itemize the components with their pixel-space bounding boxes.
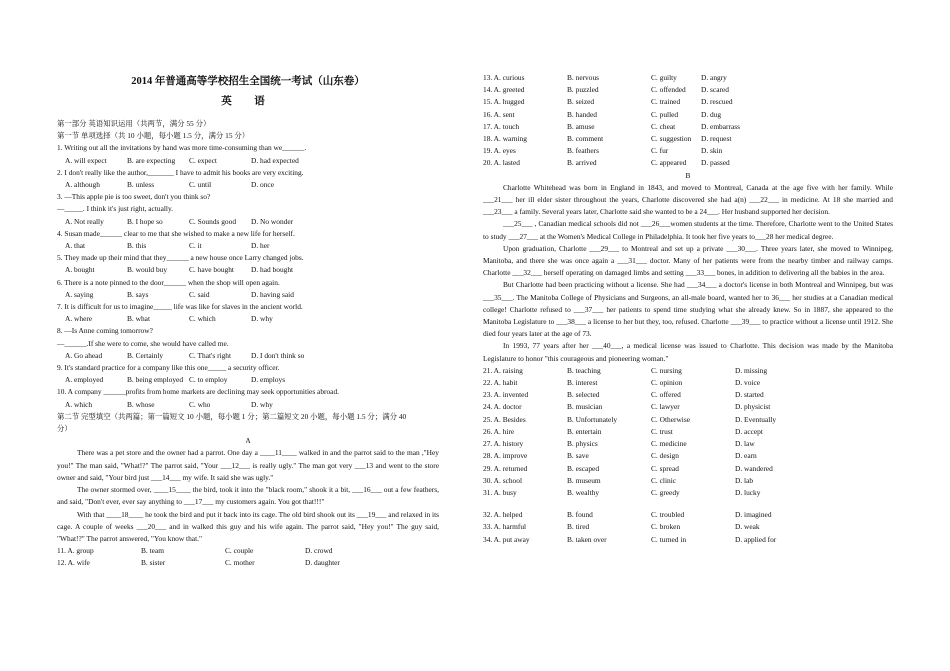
choice-option: C. guilty: [651, 73, 677, 82]
choice-option: B. handed: [567, 109, 597, 119]
question-stem: 5. They made up their mind that they______ a new house once Larry changed jobs.: [57, 253, 304, 263]
option: B. this: [127, 241, 147, 251]
option: C. have bought: [189, 265, 234, 275]
option: A. that: [65, 241, 86, 251]
paragraph: There was a pet store and the owner had a parrot. One day a ____11____ walked in and the parrot said to the man ,"Hey you!" The man said, "What!?" The parrot said, "Your ___12___ is really ugly." The man got very ___13 and went to the store owner and said, "Your bird just ___14___ my wife. It said she was ugly.": [57, 448, 439, 482]
choice-option: D. crowd: [305, 546, 333, 556]
option: C. it: [189, 241, 202, 251]
choice-option: D. applied for: [735, 534, 777, 544]
right-column: [483, 72, 893, 546]
option: B. unless: [127, 180, 155, 190]
paragraph: With that ____18____ he took the bird and put it back into its cage. The old bird shook out its ___19___ and relaxed in its cage. A couple of weeks ___20___ and in walked this guy and his wife again. The parrot said, "Hey you!" The guy said, "What!?" The parrot answered, "You know that.": [57, 509, 439, 543]
choice-option: D. weak: [735, 522, 760, 532]
section-heading-cont: 分）: [57, 424, 72, 434]
choice-option: 30. A. school: [483, 475, 523, 485]
choice-option: C. trust: [651, 426, 673, 436]
option-row: [57, 374, 439, 386]
choice-option: B. feathers: [567, 146, 600, 156]
option: D. having said: [251, 289, 294, 299]
choice-row: [483, 84, 893, 96]
choice-row: [483, 426, 893, 438]
option: B. Certainly: [127, 350, 164, 360]
choice-option: C. couple: [225, 546, 254, 556]
choice-option: C. Otherwise: [651, 414, 690, 424]
choice-option: 19. A. eyes: [483, 146, 516, 156]
option-row: [57, 155, 439, 167]
choice-option: B. teaching: [567, 365, 601, 375]
choice-row: [57, 557, 439, 569]
option: D. why: [251, 314, 273, 324]
choice-option: B. interest: [567, 378, 598, 388]
option: D. had expected: [251, 155, 299, 165]
choice-row: [483, 450, 893, 462]
choice-row: [483, 463, 893, 475]
choice-row: [483, 377, 893, 389]
choice-option: D. scared: [701, 85, 729, 95]
choice-option: D. wandered: [735, 463, 773, 473]
choice-option: C. appeared: [651, 158, 687, 168]
choice-option: B. Unfortunately: [567, 414, 618, 424]
choice-row: [483, 401, 893, 413]
choice-row: [483, 475, 893, 487]
choice-option: D. embarrass: [701, 121, 740, 131]
choice-option: C. greedy: [651, 487, 680, 497]
option: D. No wonder: [251, 216, 294, 226]
option: A. employed: [65, 375, 104, 385]
option: A. which: [65, 399, 93, 409]
option-row: [57, 350, 439, 362]
choice-option: C. broken: [651, 522, 681, 532]
choice-option: B. selected: [567, 390, 600, 400]
choice-option: D. started: [735, 390, 764, 400]
choice-option: D. law: [735, 439, 755, 449]
choice-option: 29. A. returned: [483, 463, 528, 473]
choice-option: B. comment: [567, 134, 604, 144]
choice-option: B. amuse: [567, 121, 595, 131]
choice-option: B. musician: [567, 402, 603, 412]
option: A. bought: [65, 265, 95, 275]
choice-row: [483, 145, 893, 157]
choice-option: D. rescued: [701, 97, 733, 107]
choice-option: B. seized: [567, 97, 595, 107]
choice-option: D. skin: [701, 146, 723, 156]
choice-option: B. arrived: [567, 158, 597, 168]
choice-option: C. turned in: [651, 534, 687, 544]
option-row: [57, 179, 439, 191]
choice-option: 21. A. raising: [483, 365, 523, 375]
choice-option: C. mother: [225, 558, 255, 568]
option: A. although: [65, 180, 100, 190]
choice-option: 18. A. warning: [483, 134, 527, 144]
choice-option: C. troubled: [651, 510, 685, 520]
choice-option: 16. A. sent: [483, 109, 515, 119]
option: C. which: [189, 314, 216, 324]
choice-option: D. lucky: [735, 487, 761, 497]
choice-option: B. found: [567, 510, 593, 520]
exam-title: 2014 年普通高等学校招生全国统一考试（山东卷）: [131, 76, 365, 87]
choice-row: [483, 96, 893, 108]
choice-row: [483, 121, 893, 133]
option: C. That's right: [189, 350, 232, 360]
choice-row: [483, 487, 893, 499]
option: D. had bought: [251, 265, 294, 275]
choice-option: D. physicist: [735, 402, 771, 412]
question-stem: 4. Susan made______ clear to me that she wished to make a new life for herself.: [57, 228, 295, 238]
choice-option: C. trained: [651, 97, 681, 107]
option-row: [57, 240, 439, 252]
paragraph: In 1993, 77 years after her ___40___, a medical license was issued to Charlotte. This decision was made by the Manitoba Legislature to honor "this courageous and pioneering woman.": [483, 341, 893, 363]
choice-option: D. daughter: [305, 558, 340, 568]
choice-row: [483, 414, 893, 426]
option: C. until: [189, 180, 212, 190]
question-stem: 2. I don't really like the author,_______ I have to admit his books are very exciting.: [57, 167, 304, 177]
choice-option: C. fur: [651, 146, 669, 156]
option-row: [57, 264, 439, 276]
choice-row: [483, 157, 893, 169]
question-stem: 1. Writing out all the invitations by hand was more time-consuming than we______.: [57, 143, 307, 153]
question-stem: 8. —Is Anne coming tomorrow?: [57, 326, 153, 336]
choice-option: 32. A. helped: [483, 510, 523, 520]
choice-option: D. voice: [735, 378, 761, 388]
choice-row: [483, 521, 893, 533]
choice-option: C. spread: [651, 463, 679, 473]
paragraph: Upon graduation, Charlotte ___29___ to Montreal and set up a private ___30___. Three years later, she moved to Winnipeg, Manitoba, and there she was once again a ___31___ doctor. Many of her patients were from the nearby timber and railway camps. Charlotte ___32___ herself operating on damaged limbs and setting ___33___ bones, in addition to delivering all the babies in the area.: [483, 243, 893, 278]
choice-row: [483, 438, 893, 450]
choice-option: D. missing: [735, 365, 768, 375]
choice-option: B. escaped: [567, 463, 600, 473]
option-row: [57, 399, 439, 411]
passage-b: [483, 182, 893, 365]
section-heading: 第一节 单项选择（共 10 小题，每小题 1.5 分，满分 15 分）: [57, 131, 250, 141]
passage-label: A: [245, 436, 251, 446]
choice-option: D. earn: [735, 451, 757, 461]
choice-row: [483, 534, 893, 546]
choice-option: C. clinic: [651, 475, 677, 485]
question-stem: —______.If she were to come, she would have called me.: [57, 338, 229, 348]
choice-option: 23. A. invented: [483, 390, 529, 400]
option-row: [57, 313, 439, 325]
choice-row: [483, 389, 893, 401]
choice-option: C. suggestion: [651, 134, 692, 144]
question-stem: 10. A company ______profits from home markets are declining may seek opportunities abroad.: [57, 387, 340, 397]
option: C. expect: [189, 155, 217, 165]
multiple-choice-list: [57, 142, 439, 410]
option: B. are expecting: [127, 155, 176, 165]
choice-option: B. nervous: [567, 73, 600, 82]
option: A. Not really: [65, 216, 104, 226]
option: C. said: [189, 289, 210, 299]
choice-option: C. opinion: [651, 378, 683, 388]
choice-row: [483, 72, 893, 84]
choice-option: D. Eventually: [735, 414, 777, 424]
choice-option: C. design: [651, 451, 679, 461]
choice-option: B. sister: [141, 558, 166, 568]
option: B. would buy: [127, 265, 168, 275]
paragraph: But Charlotte had been practicing without a license. She had ___34___ a doctor's license in both Montreal and Winnipeg, but was ___35___. The Manitoba College of Physicians and Surgeons, an all-male board, wanted her to 36___ her studies at a Canadian medical college! Charlotte refused to ___37___ her patients to spend time studying what she already knew. So in 1887, she appeared to the Manitoba Legislature to ___38___ a license to her but they, too, refused. Charlotte ___39___ to practice without a license until 1912. She died four years later at the age of 73.: [483, 280, 893, 339]
choice-option: D. angry: [701, 73, 727, 82]
paragraph: Charlotte Whitehead was born in England in 1843, and moved to Montreal, Canada at the age five with her family. While ___21___ her ill elder sister throughout the years, Charlotte discovered she had a(n) ___22___ in medicine. At 18 she married and ___23___ a family. Several years later, Charlotte said she wanted to be a 24___. Her husband supported her decision.: [483, 182, 893, 217]
choice-option: 27. A. history: [483, 439, 524, 449]
choice-option: 34. A. put away: [483, 534, 530, 544]
part-heading: 第一部分 英语知识运用（共两节，满分 55 分）: [57, 119, 211, 128]
option: D. her: [251, 241, 270, 251]
choice-option: 28. A. improve: [483, 451, 528, 461]
option: D. once: [251, 180, 274, 190]
choice-row: [483, 109, 893, 121]
cloze-choices: [57, 545, 439, 569]
choice-row: [483, 509, 893, 521]
passage-label: B: [685, 170, 691, 180]
choice-option: C. offered: [651, 390, 681, 400]
choice-option: C. offended: [651, 85, 686, 95]
choice-option: B. puzzled: [567, 85, 599, 95]
option: A. will expect: [65, 155, 107, 165]
choice-option: D. lab: [735, 475, 754, 485]
choice-option: 24. A. doctor: [483, 402, 522, 412]
choice-option: B. save: [567, 451, 589, 461]
cloze-choices: [483, 509, 893, 546]
choice-option: 26. A. hire: [483, 426, 515, 436]
choice-option: B. entertain: [567, 426, 602, 436]
choice-option: C. pulled: [651, 109, 679, 119]
choice-option: C. lawyer: [651, 402, 680, 412]
option: D. why: [251, 399, 273, 409]
option: C. Sounds good: [189, 216, 237, 226]
option: D. I don't think so: [251, 350, 305, 360]
choice-option: 33. A. harmful: [483, 522, 527, 532]
option: B. being employed: [127, 375, 184, 385]
option: C. who: [189, 399, 211, 409]
paragraph: The owner stormed over, ____15____ the bird, took it into the "black room," shook it a bit, ___16___ out a few feathers, and said, "Don't ever, ever say anything to ___17___ my customers again. You got that!!!": [57, 485, 439, 507]
subject-title: 英 语: [221, 96, 275, 107]
option: B. I hope so: [127, 216, 163, 226]
choice-option: 12. A. wife: [57, 558, 90, 568]
question-stem: 3. —This apple pie is too sweet, don't you think so?: [57, 192, 211, 202]
choice-option: 11. A. group: [57, 546, 94, 556]
choice-option: B. physics: [567, 439, 598, 449]
choice-option: C. nursing: [651, 365, 682, 375]
cloze-choices: [483, 72, 893, 170]
choice-option: 13. A. curious: [483, 73, 525, 82]
option: B. says: [127, 289, 149, 299]
choice-option: 15. A. hugged: [483, 97, 525, 107]
choice-option: 17. A. touch: [483, 121, 520, 131]
question-stem: 6. There is a note pinned to the door______ when the shop will open again.: [57, 277, 280, 287]
option: D. employs: [251, 375, 286, 385]
choice-option: 25. A. Besides: [483, 414, 526, 424]
choice-option: D. dug: [701, 109, 722, 119]
choice-option: 14. A. greeted: [483, 85, 525, 95]
paragraph: ___25___ , Canadian medical schools did not ___26___women students at the time. Therefore, Charlotte went to the United States to study ___27___ at the Women's Medical College in Philadelphia. It took her five years to___28 her medical degree.: [483, 219, 893, 241]
choice-row: [483, 365, 893, 377]
choice-option: B. wealthy: [567, 487, 600, 497]
option: A. Go ahead: [65, 350, 103, 360]
passage-a: [57, 447, 439, 545]
option: A. where: [65, 314, 93, 324]
choice-row: [57, 545, 439, 557]
left-column: [57, 72, 439, 570]
option-row: [57, 289, 439, 301]
choice-option: B. museum: [567, 475, 601, 485]
choice-option: B. tired: [567, 522, 590, 532]
choice-row: [483, 133, 893, 145]
choice-option: D. accept: [735, 426, 763, 436]
section-heading: 第二节 完型填空（共两篇；第一篇短文 10 小题，每小题 1 分；第二篇短文 20 小题，每小题 1.5 分；满分 40: [57, 411, 407, 421]
cloze-choices: [483, 365, 893, 499]
choice-option: D. passed: [701, 158, 730, 168]
choice-option: 22. A. habit: [483, 378, 518, 388]
question-stem: —_____. I think it's just right, actually.: [57, 204, 174, 214]
option: B. what: [127, 314, 150, 324]
option-row: [57, 216, 439, 228]
choice-option: 20. A. lasted: [483, 158, 520, 168]
question-stem: 9. It's standard practice for a company like this one_____ a security officer.: [57, 363, 280, 373]
choice-option: D. request: [701, 134, 732, 144]
choice-option: D. imagined: [735, 510, 772, 520]
choice-option: B. taken over: [567, 534, 607, 544]
option: A. saying: [65, 289, 94, 299]
choice-option: C. medicine: [651, 439, 687, 449]
option: B. whose: [127, 399, 155, 409]
choice-option: B. team: [141, 546, 164, 556]
choice-option: C. cheat: [651, 121, 676, 131]
option: C. to employ: [189, 375, 228, 385]
choice-option: 31. A. busy: [483, 487, 517, 497]
question-stem: 7. It is difficult for us to imagine_____ life was like for slaves in the ancient world.: [57, 302, 303, 312]
